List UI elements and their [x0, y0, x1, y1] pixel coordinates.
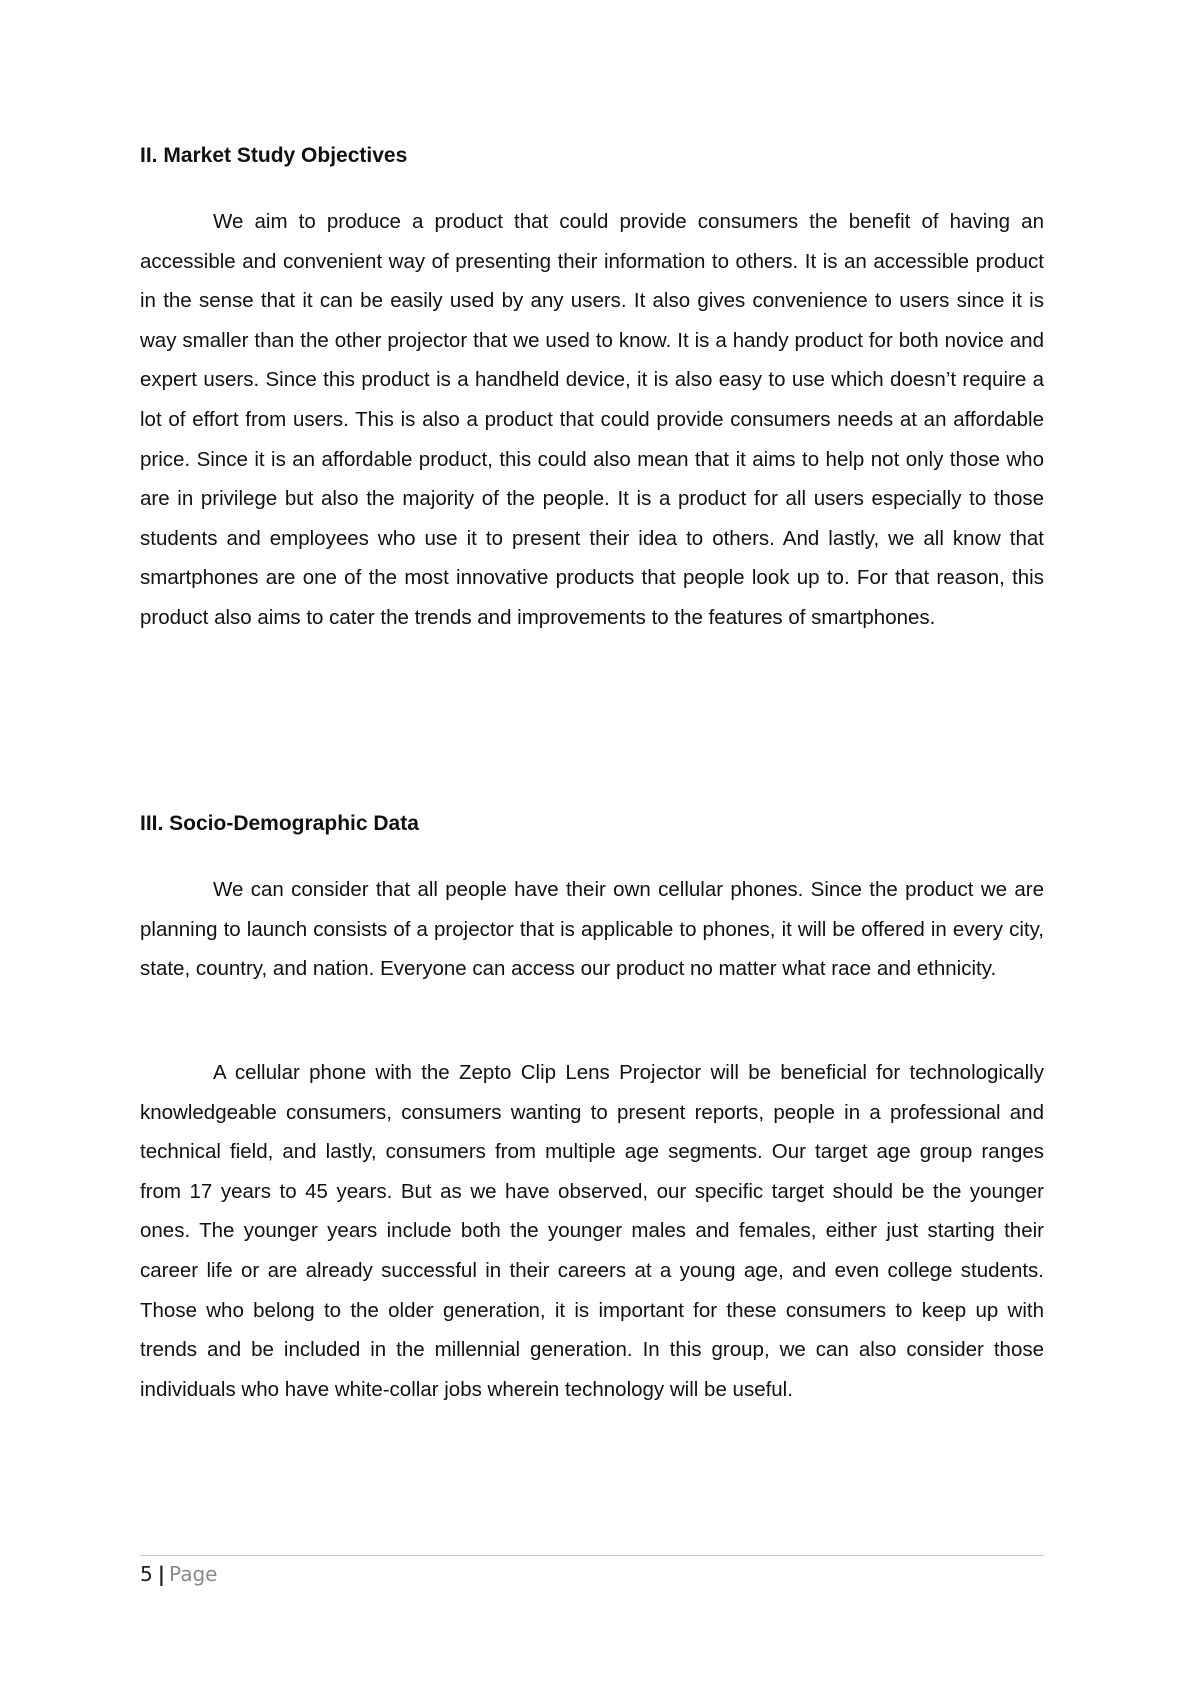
- socio-demographic-paragraph-2: A cellular phone with the Zepto Clip Lens Projector will be beneficial for technologically knowledgeable consumers, consumers wanting to present reports, people in a professional and technical field, and lastly, consumers from multiple age segments. Our target age group ranges from 17 years to 45 years. But as we have observed, our specific target should be the younger ones. The younger years include both the younger males and females, either just starting their career life or are already successful in their careers at a young age, and even college students. Those who belong to the older generation, it is important for these consumers to keep up with trends and be included in the millennial generation. In this group, we can also consider those individuals who have white-collar jobs wherein technology will be useful.: [140, 1061, 1044, 1401]
- page-number: 5: [140, 1562, 153, 1586]
- footer-separator: |: [157, 1562, 166, 1586]
- socio-demographic-paragraph-1: We can consider that all people have their own cellular phones. Since the product we are planning to launch consists of a projector that is applicable to phones, it will be offered in every city, state, country, and nation. Everyone can access our product no matter what race and ethnicity.: [140, 878, 1044, 981]
- page-footer: [140, 1560, 217, 1588]
- page-label: Page: [169, 1562, 218, 1586]
- section-heading-socio-demographic: III. Socio-Demographic Data: [140, 812, 419, 835]
- footer-divider: [140, 1555, 1044, 1556]
- market-study-paragraph: We aim to produce a product that could provide consumers the benefit of having an accessible and convenient way of presenting their information to others. It is an accessible product in the sense that it can be easily used by any users. It also gives convenience to users since it is way smaller than the other projector that we used to know. It is a handy product for both novice and expert users. Since this product is a handheld device, it is also easy to use which doesn’t require a lot of effort from users. This is also a product that could provide consumers needs at an affordable price. Since it is an affordable product, this could also mean that it aims to help not only those who are in privilege but also the majority of the people. It is a product for all users especially to those students and employees who use it to present their idea to others. And lastly, we all know that smartphones are one of the most innovative products that people look up to. For that reason, this product also aims to cater the trends and improvements to the features of smartphones.: [140, 210, 1044, 629]
- section-heading-market-study: II. Market Study Objectives: [140, 144, 408, 167]
